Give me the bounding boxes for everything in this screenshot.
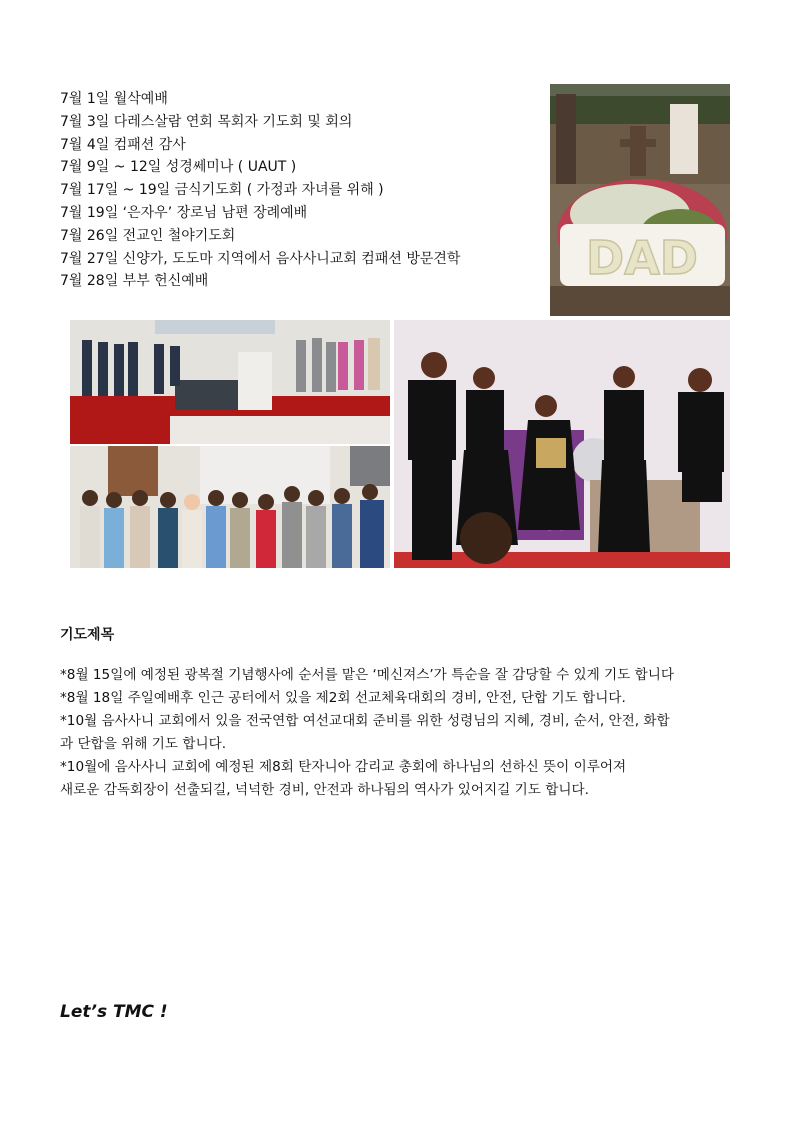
prayer-line: *8월 15일에 예정된 광복절 기념행사에 순서를 맡은 ‘메신져스’가 특순을 잘 감당할 수 있게 기도 합니다 (60, 667, 675, 683)
prayer-line: 새로운 감독회장이 선출되길, 넉넉한 경비, 안전과 하나됨의 역사가 있어지길 기도 합니다. (60, 782, 589, 798)
schedule-item: 7월 27일 신양가, 도도마 지역에서 음사사니교회 컴패션 방문견학 (60, 250, 461, 267)
choir-stage-photo (70, 320, 390, 444)
july-schedule (60, 88, 540, 293)
schedule-item: 7월 17일 ~ 19일 금식기도회 ( 가정과 자녀를 위해 ) (60, 182, 384, 199)
prayer-line: *10월에 음사사니 교회에 예정된 제8회 탄자니아 감리교 총회에 하나님의 선하신 뜻이 이루어져 (60, 759, 627, 775)
schedule-item: 7월 3일 다레스살람 연회 목회자 기도회 및 회의 (60, 113, 353, 130)
prayer-line: *8월 18일 주일예배후 인근 공터에서 있을 제2회 선교체육대회의 경비, 안전, 단합 기도 합니다. (60, 690, 626, 706)
group-photo (70, 446, 390, 568)
prayer-list (60, 664, 750, 802)
schedule-item: 7월 19일 ‘은자우’ 장로님 남편 장례예배 (60, 204, 308, 221)
schedule-item: 7월 9일 ~ 12일 성경쎄미나 ( UAUT ) (60, 159, 297, 176)
prayer-line: *10월 음사사니 교회에서 있을 전국연합 여선교대회 준비를 위한 성령님의 지혜, 경비, 순서, 안전, 화합 (60, 713, 670, 729)
prayer-line: 과 단합을 위해 기도 합니다. (60, 736, 227, 752)
footer-slogan: Let’s TMC ! (60, 1002, 168, 1022)
funeral-grave-photo (550, 84, 730, 316)
prayer-title: 기도제목 (60, 627, 115, 643)
schedule-item: 7월 4일 컴패션 감사 (60, 136, 186, 153)
wreath-text: DAD (586, 231, 698, 285)
schedule-item: 7월 28일 부부 헌신예배 (60, 273, 209, 290)
singers-performance-photo (394, 320, 730, 568)
schedule-item: 7월 26일 전교인 철야기도회 (60, 227, 236, 244)
schedule-item: 7월 1일 월삭예배 (60, 91, 168, 107)
